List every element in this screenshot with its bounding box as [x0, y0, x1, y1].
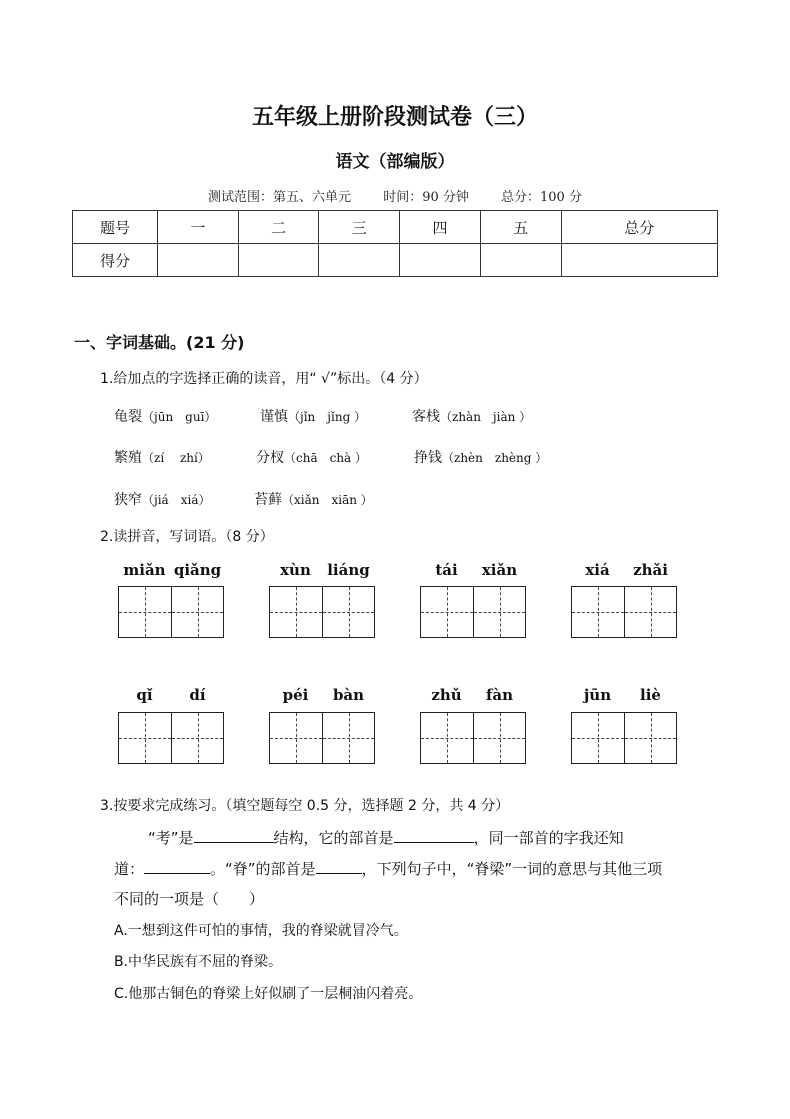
- q3-text: 。“脊”的部首是: [210, 860, 316, 878]
- section-heading: 一、字词基础。(21 分): [74, 333, 245, 352]
- writing-grid[interactable]: [571, 586, 677, 638]
- item-options[interactable]: （xiǎn xiān ）: [282, 493, 373, 507]
- item-options[interactable]: （chā chà ）: [284, 451, 368, 465]
- score-table-header-row: [73, 211, 718, 244]
- pinyin-syllable: tái: [435, 561, 458, 579]
- pinyin-syllable: qǐ: [136, 686, 153, 704]
- reading-item: [114, 489, 210, 509]
- writing-cell[interactable]: [473, 713, 526, 763]
- pinyin-label: [571, 686, 677, 704]
- reading-item: [254, 489, 373, 509]
- test-total: 总分：100 分: [501, 190, 582, 205]
- reading-item: [114, 406, 216, 426]
- test-time: 时间：90 分钟: [383, 190, 469, 205]
- writing-grid[interactable]: [118, 586, 224, 638]
- table-cell: 题号: [73, 211, 158, 244]
- writing-grid[interactable]: [571, 712, 677, 764]
- score-table: [72, 210, 718, 277]
- writing-grid[interactable]: [118, 712, 224, 764]
- writing-cell[interactable]: [119, 713, 171, 763]
- score-entry-cell[interactable]: [480, 244, 561, 277]
- pinyin-label: [420, 686, 526, 704]
- exam-info: [0, 186, 790, 205]
- score-entry-cell[interactable]: [561, 244, 717, 277]
- pinyin-syllable: jūn: [583, 686, 612, 704]
- table-cell: 四: [400, 211, 481, 244]
- table-cell: 五: [480, 211, 561, 244]
- item-options[interactable]: （jūn guī）: [142, 410, 217, 424]
- pinyin-syllable: bàn: [332, 686, 365, 704]
- table-cell: 总分: [561, 211, 717, 244]
- pinyin-label: [420, 561, 526, 579]
- exam-subtitle: 语文（部编版）: [335, 152, 455, 172]
- writing-cell[interactable]: [624, 713, 677, 763]
- table-cell: 三: [319, 211, 400, 244]
- pinyin-syllable: xùn: [280, 561, 311, 579]
- item-word: 挣钱: [414, 450, 442, 466]
- item-options[interactable]: （jiá xiá）: [142, 493, 211, 507]
- writing-cell[interactable]: [421, 713, 473, 763]
- q3-line-1: [148, 826, 624, 848]
- item-word: 龟裂: [114, 409, 142, 425]
- fill-blank[interactable]: [394, 826, 474, 843]
- question-prompt: 3.按要求完成练习。（填空题每空 0.5 分，选择题 2 分，共 4 分）: [100, 798, 510, 814]
- pinyin-syllable: xiá: [585, 561, 610, 579]
- writing-cell[interactable]: [572, 587, 624, 637]
- reading-item: [114, 447, 210, 467]
- fill-blank[interactable]: [194, 826, 274, 843]
- choice-option-c[interactable]: C.他那古铜色的脊梁上好似刷了一层桐油闪着亮。: [114, 986, 423, 1002]
- choice-option-a[interactable]: A.一想到这件可怕的事情，我的脊梁就冒冷气。: [114, 923, 408, 939]
- pinyin-label: [118, 561, 224, 579]
- pinyin-syllable: zhǎi: [633, 561, 668, 579]
- table-cell: 一: [158, 211, 239, 244]
- reading-item: [260, 406, 366, 426]
- item-word: 客栈: [412, 409, 440, 425]
- writing-cell[interactable]: [119, 587, 171, 637]
- reading-item: [414, 447, 547, 467]
- writing-cell[interactable]: [421, 587, 473, 637]
- test-scope: 测试范围：第五、六单元: [208, 190, 352, 205]
- writing-grid[interactable]: [269, 586, 375, 638]
- choice-option-b[interactable]: B.中华民族有不屈的脊梁。: [114, 954, 283, 970]
- score-entry-cell[interactable]: [319, 244, 400, 277]
- pinyin-syllable: miǎn: [123, 561, 166, 579]
- item-word: 谨慎: [260, 409, 288, 425]
- question-prompt: 1.给加点的字选择正确的读音，用“ √”标出。（4 分）: [100, 371, 428, 387]
- pinyin-label: [269, 561, 375, 579]
- pinyin-label: [269, 686, 375, 704]
- pinyin-syllable: péi: [282, 686, 309, 704]
- pinyin-label: [571, 561, 677, 579]
- writing-cell[interactable]: [473, 587, 526, 637]
- exam-title: 五年级上册阶段测试卷（三）: [251, 105, 538, 130]
- pinyin-syllable: liáng: [327, 561, 370, 579]
- score-entry-cell[interactable]: [400, 244, 481, 277]
- item-options[interactable]: （zí zhí）: [142, 451, 210, 465]
- pinyin-syllable: qiǎng: [173, 561, 222, 579]
- pinyin-label: [118, 686, 224, 704]
- writing-cell[interactable]: [322, 713, 375, 763]
- pinyin-syllable: fàn: [485, 686, 514, 704]
- writing-cell[interactable]: [171, 713, 224, 763]
- question-prompt: 2.读拼音，写词语。（8 分）: [100, 529, 274, 545]
- table-cell: 二: [238, 211, 319, 244]
- pinyin-syllable: dí: [189, 686, 206, 704]
- writing-cell[interactable]: [270, 713, 322, 763]
- score-entry-cell[interactable]: [238, 244, 319, 277]
- pinyin-syllable: liè: [640, 686, 661, 704]
- score-entry-cell[interactable]: [158, 244, 239, 277]
- item-options[interactable]: （zhàn jiàn ）: [440, 410, 532, 424]
- writing-grid[interactable]: [269, 712, 375, 764]
- q3-line-3[interactable]: 不同的一项是（ ）: [114, 890, 265, 908]
- q3-text: 道：: [114, 860, 145, 878]
- q3-text: ，同一部首的字我还知: [473, 829, 624, 847]
- writing-cell[interactable]: [270, 587, 322, 637]
- item-options[interactable]: （jǐn jǐng ）: [288, 410, 367, 424]
- score-table-score-row: [73, 244, 718, 277]
- q3-line-2: [114, 857, 662, 879]
- writing-cell[interactable]: [624, 587, 677, 637]
- writing-cell[interactable]: [322, 587, 375, 637]
- writing-cell[interactable]: [171, 587, 224, 637]
- writing-cell[interactable]: [572, 713, 624, 763]
- writing-grid[interactable]: [420, 586, 526, 638]
- item-word: 狭窄: [114, 492, 142, 508]
- pinyin-syllable: zhǔ: [431, 686, 462, 704]
- q3-text: “考”是: [148, 829, 194, 847]
- item-word: 苔藓: [254, 492, 282, 508]
- item-options[interactable]: （zhèn zhèng ）: [442, 451, 548, 465]
- item-word: 繁殖: [114, 450, 142, 466]
- q3-text: 结构，它的部首是: [273, 829, 394, 847]
- fill-blank[interactable]: [316, 857, 362, 874]
- item-word: 分杈: [256, 450, 284, 466]
- writing-grid[interactable]: [420, 712, 526, 764]
- pinyin-syllable: xiǎn: [481, 561, 518, 579]
- fill-blank[interactable]: [144, 857, 210, 874]
- q3-text: ，下列句子中，“脊梁”一词的意思与其他三项: [361, 860, 663, 878]
- reading-item: [412, 406, 531, 426]
- reading-item: [256, 447, 367, 467]
- table-cell: 得分: [73, 244, 158, 277]
